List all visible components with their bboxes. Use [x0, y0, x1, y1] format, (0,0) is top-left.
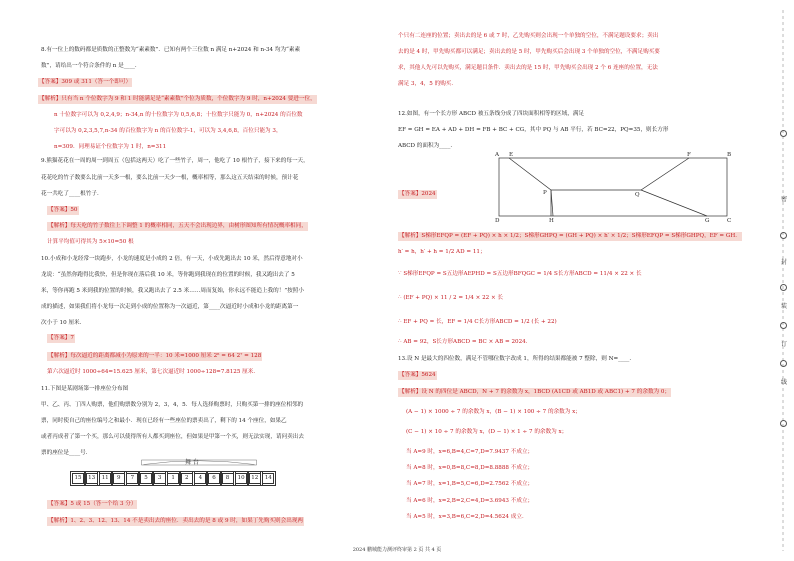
q8-answer: 【答案】309 或 311（答一个即可） [39, 79, 132, 85]
q10-answer: 【答案】7 [48, 335, 74, 341]
label-c: C [727, 218, 732, 224]
q10-line2: 龙说：“虽然你跑得比我快，但是你现在落后我 10 米，等你跑到我现在的位置的时候，我又跑出去了 5 [41, 272, 295, 278]
q12-answer: 【答案】2024 [399, 191, 436, 197]
label-f: F [687, 152, 691, 158]
binding-char: 密 [781, 196, 788, 203]
q12-line1: 12.如图，有一个长方形 ABCD 被五条线分成了四块面积相等的区域，满足 [398, 111, 585, 117]
q11-line5: 票的座位是____号. [41, 450, 88, 456]
binding-circle [780, 420, 787, 427]
q12-solution-5: ∴ EF + PQ = 长，EF = 1/4 C长方形ABCD = 1/2 (长 + 22) [398, 319, 557, 325]
seat: 10 [235, 473, 247, 484]
q9-solution-2: 计算平均值可得其为 5×10=50 根 [47, 239, 134, 245]
q13-solution-6: 当 A=7 时，x=1,B=5,C=6,D=2.7562 不成立； [406, 481, 534, 487]
q13-answer: 【答案】5624 [399, 372, 436, 378]
binding-margin [763, 0, 794, 561]
q10-line4: 成的描述，如果我们将小龙每一次走到小成的位置称为一次逼近，第____次逼近时小成和小龙的距离第一 [41, 304, 299, 310]
binding-circle [780, 232, 787, 239]
q12-solution-2: h′ = h，h′ + h = 1/2 AD = 11； [398, 249, 486, 255]
q11-line1: 11.下图是某剧场第一排座位分布图 [41, 386, 129, 392]
label-e: E [509, 152, 514, 158]
page-footer: 2024 鹏城能力测评终审第 2 页 共 4 页 [352, 547, 442, 553]
seat: 11 [99, 473, 111, 484]
label-d: D [495, 218, 500, 224]
seat: 7 [126, 473, 138, 484]
q10-line3: 米，等你再跑 5 米到我的位置的时候，我又跑出去了 2.5 米……周而复始，你永远不能追上我的！”按照小 [41, 288, 304, 294]
seat: 1 [167, 473, 179, 484]
seat: 15 [72, 473, 84, 484]
q11-cont-line4: 满足 3，4，5 的购买． [398, 81, 457, 87]
seat: 2 [181, 473, 193, 484]
stage-diagram [84, 458, 314, 472]
q11-solution-1: 【解析】1、2、3、12、13、14 不是卖出去的座位．卖出去的是 8 或 9 时，如果丁先购买则会出现两 [48, 518, 304, 524]
q13-solution-3: (C − 1) × 10 ÷ 7 的余数为 x，(D − 1) × 1 ÷ 7 的余数为 x； [406, 429, 568, 435]
seat: 12 [249, 473, 261, 484]
q9-answer: 【答案】50 [48, 207, 78, 213]
q11-cont-line2: 去的是 4 时，甲先购买都可以满足；卖出去的是 5 时，甲先购买后会出现 3 个单独的空位，不满足购买要 [398, 49, 660, 55]
q9-solution-1: 【解析】每天吃的竹子数往上下调整 1 的概率相同，五天不会出现边界，由树形图知所有情况概率相同， [48, 223, 307, 229]
seat: 3 [154, 473, 166, 484]
binding-dash-line [763, 0, 794, 561]
q12-solution-4: ∴ (EF + PQ) × 11 / 2 = 1/4 × 22 × 长 [398, 295, 504, 301]
q11-line2: 甲、乙、丙、丁四人购票，他们购票数分别为 2，3，4，5．每人选择购票时，只购买第一排的座位相邻的 [41, 402, 304, 408]
q12-solution-6: ∴ AB = 92，S长方形ABCD = BC × AB = 2024． [398, 339, 532, 345]
seat: 8 [222, 473, 234, 484]
seat: 13 [86, 473, 98, 484]
q13-solution-8: 当 A=5 时，x=3,B=6,C=2,D=4.5624 成立． [406, 514, 528, 520]
q9-line2: 花花吃的竹子数要么比前一天多一根，要么比前一天少一根，概率相等，那么这五天结束的时候，预计花 [41, 175, 299, 181]
binding-char: 线 [781, 379, 788, 386]
seat: 6 [208, 473, 220, 484]
q10-solution-2: 第六次逼近时 1000÷64=15.625 厘米，第七次逼近时 1000÷128=7.8125 厘米． [47, 369, 259, 375]
q11-answer: 【答案】5 或 15（答一个给 3 分） [48, 501, 137, 507]
q13-line1: 13.设 N 是最大的四位数，满足不管哪位数字改成 1，所得的结果都能被 7 整除，则 N=____. [398, 356, 632, 362]
q13-solution-2: (A − 1) × 1000 ÷ 7 的余数为 x，(B − 1) × 100 ÷ 7 的余数为 x； [406, 409, 581, 415]
q10-solution-1: 【解析】每次逼近的距离都减小为原来的一半：10 米=1000 厘米 2⁶ = 64 2⁷ = 128 [48, 353, 262, 359]
q8-line1: 8.有一位上的数码都是质数的正整数为“素素数”．已知有两个三位数 n 满足 n+2024 和 n-34 均为“素素 [41, 47, 301, 53]
binding-circle [780, 284, 787, 291]
binding-circle [780, 130, 787, 137]
q9-line3: 花一共吃了____根竹子. [41, 191, 99, 197]
label-h: H [549, 218, 554, 224]
binding-char: 订 [781, 341, 788, 348]
seat-row [72, 473, 276, 484]
q13-solution-4: 当 A=9 时，x=6,B=4,C=7,D=7.9437 不成立； [406, 449, 534, 455]
q8-solution-1: 【解析】只有当 n 个位数字为 9 和 1 时能满足是“素素数”个位为质数，个位数字为 9 时，n+2024 要进一位， [39, 96, 316, 102]
label-q: Q [635, 192, 640, 198]
q11-line3: 票，同时使自己的座位编号之和最小．现在已经有一些座位的票卖出了，剩下的 14 个座位，如果乙 [41, 418, 287, 424]
label-a: A [495, 152, 500, 158]
binding-char: 封 [781, 259, 788, 266]
q11-cont-line3: 求，其他人先可以先购买，满足题目条件．卖出去的是 15 时，甲先购买会出现 2 个 6 连座的位置，无法 [398, 65, 658, 71]
binding-circle [780, 322, 787, 329]
label-g: G [705, 218, 710, 224]
q10-line1: 10.小成和小龙经常一块跑步，小龙的速度是小成的 2 倍，有一天，小成先跑出去 10 米，然后得意地对小 [41, 256, 303, 262]
rectangle-diagram [493, 152, 733, 230]
q11-cont-line1: 个只有二连座的位置；卖出去的是 6 或 7 时，乙先购买则会出现一个单独的空位，不满足题设要求；卖出 [398, 33, 659, 39]
q10-line5: 次小于 10 厘米. [41, 320, 82, 326]
q9-line1: 9.熊猫花花在一周的周一到周五（包括这两天）吃了一些竹子，周一，他吃了 10 根竹子，接下来的每一天， [41, 158, 309, 164]
seat: 5 [140, 473, 152, 484]
q8-solution-3: 字可以为 0,2,3,5,7,n-34 的百位数字为 n 的百位数字-1，可以为 3,4,6,8，百位只能为 3， [54, 128, 282, 134]
binding-circle [780, 360, 787, 367]
seat: 9 [113, 473, 125, 484]
seat: 4 [194, 473, 206, 484]
q8-line2: 数”，请给出一个符合条件的 n 是____. [41, 63, 137, 69]
q8-solution-4: n=309．同理易证个位数字为 1 时，n=311 [54, 144, 167, 150]
q12-line2: EF = GH = EA + AD + DH = FB + BC + CG，其中 PQ 与 AB 平行，若 BC=22，PQ=35，则长方形 [398, 127, 669, 133]
q12-line3: ABCD 的面积为____. [398, 143, 453, 149]
q13-solution-7: 当 A=6 时，x=2,B=2,C=4,D=3.6943 不成立； [406, 498, 534, 504]
q13-solution-5: 当 A=8 时，x=0,B=8,C=8,D=8.8888 不成立； [406, 465, 534, 471]
q11-line4: 或者丙成者了第一个买，那么可以使得所有人都买到座位，但如果是甲第一个买，则无法实现，请问卖出去 [41, 434, 304, 440]
q12-solution-3: ∵ S梯形EFQP = S五边形AEPHD = S五边形BFQGC = 1/4 S长方形ABCD = 11/4 × 22 × 长 [398, 271, 642, 277]
q12-solution-1: 【解析】S梯形EFQP = (EF + PQ) × h × 1/2；S梯形GHPQ = (GH + PQ) × h′ × 1/2；S梯形EFQP = S梯形GHPQ，EF = GH． [399, 233, 741, 239]
q8-solution-2: n 十位数字可以为 0,2,4,9；n-34,n 的十位数字为 0,5,6,8；十位数字只能为 0，n+2024 的百位数 [54, 112, 303, 118]
seat: 14 [262, 473, 274, 484]
q13-solution-1: 【解析】设 N 的四位是 ABCD，N + 7 的余数为 x，1BCD (A1CD 或 AB1D 或 ABC1) + 7 的余数为 0； [399, 389, 671, 395]
stage-label: 舞 台 [185, 459, 199, 466]
label-b: B [727, 152, 732, 158]
binding-char: 装 [781, 303, 788, 310]
label-p: P [543, 190, 547, 196]
